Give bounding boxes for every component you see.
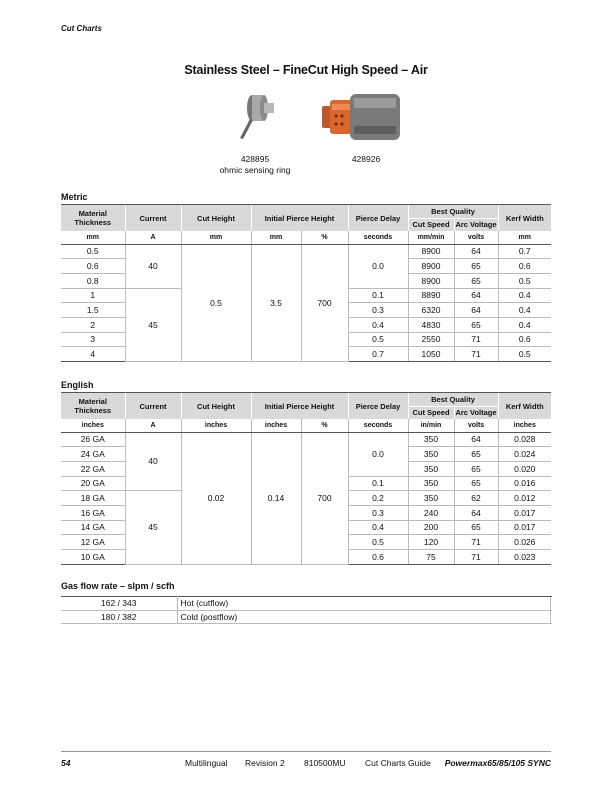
arc-voltage-cell: 64: [454, 432, 498, 447]
col-kerf-width: Kerf Width: [498, 393, 551, 419]
unit-cell: %: [301, 231, 348, 244]
kerf-width-cell: 0.023: [498, 550, 551, 565]
gas-flow-label: Cold (postflow): [177, 610, 550, 624]
kerf-width-cell: 0.020: [498, 461, 551, 476]
kerf-width-cell: 0.017: [498, 520, 551, 535]
thickness-cell: 16 GA: [61, 505, 125, 520]
col-initial-pierce-height: Initial Pierce Height: [251, 205, 348, 231]
cut-speed-cell: 75: [408, 550, 454, 565]
cut-speed-cell: 200: [408, 520, 454, 535]
table-row: [61, 610, 551, 624]
arc-voltage-cell: 65: [454, 461, 498, 476]
section-label: Cut Charts: [61, 24, 102, 33]
thickness-cell: 12 GA: [61, 535, 125, 550]
gas-flow-value: 162 / 343: [61, 597, 177, 611]
thickness-cell: 14 GA: [61, 520, 125, 535]
kerf-width-cell: 0.6: [498, 259, 551, 274]
arc-voltage-cell: 65: [454, 520, 498, 535]
gas-table-edge: [550, 597, 551, 611]
thickness-cell: 1.5: [61, 303, 125, 318]
col-cut-speed: Cut Speed: [408, 406, 454, 419]
unit-cell: mm: [251, 231, 301, 244]
pierce-delay-cell: 0.2: [348, 491, 408, 506]
thickness-cell: 0.6: [61, 259, 125, 274]
metric-heading: Metric: [61, 192, 88, 202]
unit-cell: A: [125, 419, 181, 432]
arc-voltage-cell: 64: [454, 288, 498, 303]
kerf-width-cell: 0.5: [498, 347, 551, 362]
cut-speed-cell: 120: [408, 535, 454, 550]
thickness-cell: 1: [61, 288, 125, 303]
arc-voltage-cell: 71: [454, 347, 498, 362]
thickness-cell: 3: [61, 332, 125, 347]
kerf-width-cell: 0.5: [498, 273, 551, 288]
table-row: [61, 597, 551, 611]
unit-cell: inches: [251, 419, 301, 432]
arc-voltage-cell: 64: [454, 303, 498, 318]
thickness-cell: 10 GA: [61, 550, 125, 565]
col-kerf-width: Kerf Width: [498, 205, 551, 231]
thickness-cell: 0.8: [61, 273, 125, 288]
pierce-delay-cell: 0.4: [348, 317, 408, 332]
pierce-delay-cell: 0.4: [348, 520, 408, 535]
current-cell: 40: [125, 244, 181, 288]
arc-voltage-cell: 65: [454, 447, 498, 462]
arc-voltage-cell: 64: [454, 244, 498, 259]
thickness-cell: 2: [61, 317, 125, 332]
cut-speed-cell: 4830: [408, 317, 454, 332]
unit-cell: volts: [454, 231, 498, 244]
page-number: 54: [61, 758, 71, 768]
col-current: Current: [125, 393, 181, 419]
arc-voltage-cell: 62: [454, 491, 498, 506]
gas-table-edge: [550, 610, 551, 624]
unit-cell: in/min: [408, 419, 454, 432]
unit-cell: mm: [181, 231, 251, 244]
footer-rule: [61, 751, 551, 752]
unit-cell: mm/min: [408, 231, 454, 244]
english-cut-chart-table: [61, 393, 551, 565]
unit-cell: %: [301, 419, 348, 432]
kerf-width-cell: 0.4: [498, 288, 551, 303]
ohmic-ring-image: [230, 86, 280, 154]
kerf-width-cell: 0.4: [498, 303, 551, 318]
arc-voltage-cell: 71: [454, 550, 498, 565]
kerf-width-cell: 0.7: [498, 244, 551, 259]
footer-language: Multilingual: [185, 758, 228, 768]
cut-height-cell: 0.5: [181, 244, 251, 362]
pierce-delay-cell: 0.0: [348, 432, 408, 476]
thickness-cell: 0.5: [61, 244, 125, 259]
gas-flow-label: Hot (cutflow): [177, 597, 550, 611]
arc-voltage-cell: 71: [454, 535, 498, 550]
gas-flow-value: 180 / 382: [61, 610, 177, 624]
pierce-delay-cell: 0.5: [348, 332, 408, 347]
cut-speed-cell: 8900: [408, 259, 454, 274]
pierce-delay-cell: 0.3: [348, 303, 408, 318]
footer-guide-title: Cut Charts Guide: [365, 758, 431, 768]
arc-voltage-cell: 65: [454, 317, 498, 332]
unit-cell: volts: [454, 419, 498, 432]
col-best-quality: Best Quality: [408, 205, 498, 218]
pierce-height-cell: 0.14: [251, 432, 301, 564]
cut-speed-cell: 8900: [408, 273, 454, 288]
cut-speed-cell: 350: [408, 461, 454, 476]
gas-flow-heading: Gas flow rate – slpm / scfh: [61, 581, 175, 591]
unit-cell: inches: [498, 419, 551, 432]
kerf-width-cell: 0.6: [498, 332, 551, 347]
pierce-delay-cell: 0.1: [348, 288, 408, 303]
nozzle-cap-image: [316, 86, 416, 154]
table-row: [61, 432, 551, 447]
pierce-percent-cell: 700: [301, 244, 348, 362]
pierce-delay-cell: 0.5: [348, 535, 408, 550]
unit-cell: inches: [181, 419, 251, 432]
col-current: Current: [125, 205, 181, 231]
cut-speed-cell: 8900: [408, 244, 454, 259]
current-cell: 40: [125, 432, 181, 491]
col-material-thickness: Material Thickness: [61, 393, 125, 419]
col-arc-voltage: Arc Voltage: [454, 218, 498, 231]
kerf-width-cell: 0.024: [498, 447, 551, 462]
col-arc-voltage: Arc Voltage: [454, 406, 498, 419]
table-row: [61, 244, 551, 259]
arc-voltage-cell: 65: [454, 476, 498, 491]
col-best-quality: Best Quality: [408, 393, 498, 406]
cut-height-cell: 0.02: [181, 432, 251, 564]
unit-cell: mm: [498, 231, 551, 244]
gas-flow-table: [61, 596, 551, 624]
pierce-delay-cell: 0.0: [348, 244, 408, 288]
unit-cell: seconds: [348, 231, 408, 244]
page-title: Stainless Steel – FineCut High Speed – Air: [184, 63, 428, 77]
current-cell: 45: [125, 491, 181, 564]
cut-speed-cell: 350: [408, 432, 454, 447]
thickness-cell: 20 GA: [61, 476, 125, 491]
col-material-thickness: Material Thickness: [61, 205, 125, 231]
cut-speed-cell: 240: [408, 505, 454, 520]
footer-revision: Revision 2: [245, 758, 285, 768]
arc-voltage-cell: 64: [454, 505, 498, 520]
pierce-height-cell: 3.5: [251, 244, 301, 362]
unit-cell: mm: [61, 231, 125, 244]
pierce-delay-cell: 0.6: [348, 550, 408, 565]
col-cut-height: Cut Height: [181, 205, 251, 231]
cut-speed-cell: 350: [408, 476, 454, 491]
cut-speed-cell: 2550: [408, 332, 454, 347]
thickness-cell: 22 GA: [61, 461, 125, 476]
cut-speed-cell: 350: [408, 491, 454, 506]
kerf-width-cell: 0.028: [498, 432, 551, 447]
unit-cell: A: [125, 231, 181, 244]
kerf-width-cell: 0.026: [498, 535, 551, 550]
metric-cut-chart-table: [61, 205, 551, 362]
pierce-delay-cell: 0.3: [348, 505, 408, 520]
cut-speed-cell: 1050: [408, 347, 454, 362]
current-cell: 45: [125, 288, 181, 361]
unit-cell: inches: [61, 419, 125, 432]
pierce-delay-cell: 0.1: [348, 476, 408, 491]
kerf-width-cell: 0.012: [498, 491, 551, 506]
part-nozzle-retaining-cap: [316, 86, 416, 165]
thickness-cell: 18 GA: [61, 491, 125, 506]
kerf-width-cell: 0.017: [498, 505, 551, 520]
col-pierce-delay: Pierce Delay: [348, 205, 408, 231]
kerf-width-cell: 0.4: [498, 317, 551, 332]
thickness-cell: 26 GA: [61, 432, 125, 447]
kerf-width-cell: 0.016: [498, 476, 551, 491]
english-heading: English: [61, 380, 94, 390]
cut-speed-cell: 350: [408, 447, 454, 462]
unit-cell: seconds: [348, 419, 408, 432]
cut-speed-cell: 8890: [408, 288, 454, 303]
pierce-delay-cell: 0.7: [348, 347, 408, 362]
pierce-percent-cell: 700: [301, 432, 348, 564]
part-number: 428895: [240, 154, 270, 164]
part-number: 428926: [351, 154, 381, 164]
part-ohmic-ring: [215, 86, 295, 176]
cut-speed-cell: 6320: [408, 303, 454, 318]
part-caption: ohmic sensing ring: [219, 165, 291, 175]
col-cut-speed: Cut Speed: [408, 218, 454, 231]
footer-product-name: Powermax65/85/105 SYNC: [444, 758, 551, 768]
col-pierce-delay: Pierce Delay: [348, 393, 408, 419]
thickness-cell: 24 GA: [61, 447, 125, 462]
arc-voltage-cell: 65: [454, 273, 498, 288]
arc-voltage-cell: 65: [454, 259, 498, 274]
col-initial-pierce-height: Initial Pierce Height: [251, 393, 348, 419]
thickness-cell: 4: [61, 347, 125, 362]
footer-doc-number: 810500MU: [304, 758, 346, 768]
col-cut-height: Cut Height: [181, 393, 251, 419]
arc-voltage-cell: 71: [454, 332, 498, 347]
